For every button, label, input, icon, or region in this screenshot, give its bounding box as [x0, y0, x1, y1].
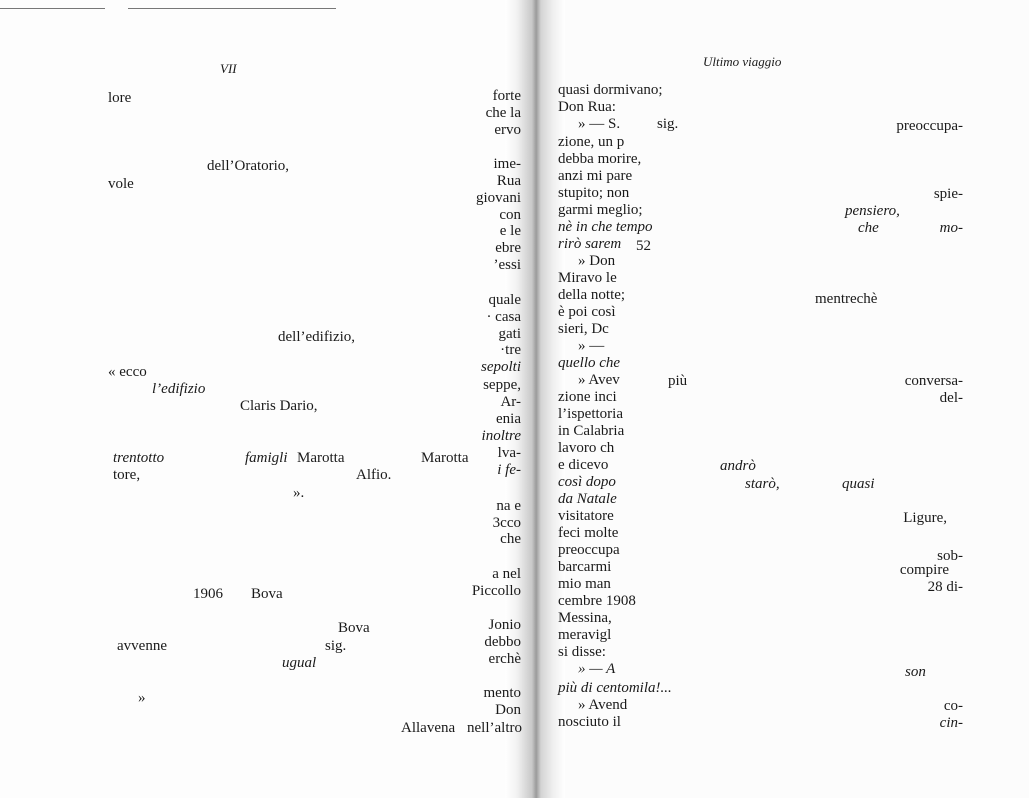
- text-line: cin-: [939, 715, 963, 731]
- text-line: più: [668, 373, 688, 389]
- text-line-cut: che: [500, 531, 521, 547]
- text-line: anzi mi pare: [558, 168, 633, 184]
- text-line: » —: [578, 338, 605, 354]
- text-line: »: [138, 690, 146, 706]
- text-line: « ecco: [108, 364, 147, 380]
- text-line-cut: Don: [495, 702, 521, 718]
- text-line: nell’altro: [467, 720, 522, 736]
- text-line: preoccupa-: [896, 118, 963, 134]
- text-line: conversa-: [904, 373, 963, 389]
- text-line: Messina,: [558, 610, 612, 626]
- text-line-cut: mento: [483, 685, 521, 701]
- scan-edge-line: [128, 8, 336, 9]
- text-line-cut: na e: [496, 498, 521, 514]
- text-line-cut: Jonio: [488, 617, 521, 633]
- text-line-cut: quale: [488, 292, 521, 308]
- text-line: zione inci: [558, 389, 617, 405]
- text-line: nosciuto il: [558, 714, 621, 730]
- text-line: Marotta: [297, 450, 345, 466]
- right-page-header: Ultimo viaggio: [703, 54, 782, 69]
- text-line-cut: inoltre: [481, 428, 521, 444]
- text-line: barcarmi: [558, 559, 612, 575]
- text-line: » — S.: [578, 116, 621, 132]
- text-line-cut: ebre: [495, 240, 521, 256]
- text-line: sig.: [657, 116, 679, 132]
- text-line-cut: forte: [492, 88, 521, 104]
- text-line: debba morire,: [558, 151, 642, 167]
- text-line: 28 di-: [927, 579, 963, 595]
- text-line: » — A: [578, 661, 616, 677]
- text-line: quasi dormivano;: [558, 82, 663, 98]
- text-line: lavoro ch: [558, 440, 615, 456]
- text-line: famigli: [245, 450, 288, 466]
- text-line: ugual: [282, 655, 317, 671]
- text-line: compire: [899, 562, 949, 578]
- text-line-cut: seppe,: [483, 377, 521, 393]
- text-line: 1906: [193, 586, 223, 602]
- text-line-cut: gati: [498, 326, 521, 342]
- text-line: Ligure,: [903, 510, 947, 526]
- text-line: sig.: [325, 638, 347, 654]
- text-line-cut: ’essi: [493, 257, 521, 273]
- text-line: » Avend: [578, 697, 628, 713]
- text-line-cut: enia: [496, 411, 521, 427]
- text-line-cut: lva-: [497, 445, 521, 461]
- text-line: stupito; non: [558, 185, 630, 201]
- text-line-cut: · casa: [486, 309, 521, 325]
- text-line-cut: erchè: [488, 651, 521, 667]
- text-line: Allavena: [401, 720, 456, 736]
- text-line: Marotta: [421, 450, 469, 466]
- scan-edge-line: [0, 8, 105, 9]
- text-line: da Natale: [558, 491, 617, 507]
- text-line: che: [858, 220, 879, 236]
- text-line-cut: che la: [485, 105, 521, 121]
- text-line-cut: ime-: [493, 156, 521, 172]
- text-line: spie-: [933, 186, 963, 202]
- text-line: Bova: [338, 620, 370, 636]
- text-line: » Avev: [578, 372, 620, 388]
- text-line-cut: debbo: [484, 634, 521, 650]
- text-line-cut: i fe-: [497, 462, 521, 478]
- text-line: 52: [636, 238, 651, 254]
- text-line: dell’edifizio,: [278, 329, 356, 345]
- text-line: l’edifizio: [152, 381, 206, 397]
- text-line: rirò sarem: [558, 236, 622, 252]
- text-line: » Don: [578, 253, 616, 269]
- text-line-cut: con: [499, 207, 521, 223]
- text-line: Claris Dario,: [240, 398, 318, 414]
- text-line: feci molte: [558, 525, 619, 541]
- text-line: è poi così: [558, 304, 616, 320]
- text-line: della notte;: [558, 287, 626, 303]
- text-line: quasi: [842, 476, 875, 492]
- text-line: Bova: [251, 586, 283, 602]
- text-line: vole: [108, 176, 134, 192]
- left-page-header: VII: [220, 61, 237, 76]
- text-line-cut: e le: [499, 223, 521, 239]
- text-line: ».: [293, 485, 305, 501]
- text-line: meravigl: [558, 627, 612, 643]
- text-line: starò,: [745, 476, 780, 492]
- text-line: più di centomila!...: [558, 680, 672, 696]
- text-line-cut: Rua: [496, 173, 521, 189]
- text-line: Miravo le: [558, 270, 617, 286]
- text-line: mo-: [939, 220, 963, 236]
- text-line: garmi meglio;: [558, 202, 643, 218]
- text-line: quello che: [558, 355, 621, 371]
- text-line: lore: [108, 90, 132, 106]
- text-line: mentrechè: [815, 291, 878, 307]
- text-line: in Calabria: [558, 423, 625, 439]
- text-line: del-: [939, 390, 963, 406]
- text-line: mio man: [558, 576, 611, 592]
- text-line: preoccupa: [558, 542, 620, 558]
- text-line-cut: giovani: [476, 190, 521, 206]
- text-line-cut: ·tre: [500, 342, 521, 358]
- text-line: cembre 1908: [558, 593, 636, 609]
- text-line: son: [905, 664, 926, 680]
- text-line-cut: ervo: [494, 122, 521, 138]
- text-line: zione, un p: [558, 134, 625, 150]
- text-line-cut: sepolti: [481, 359, 521, 375]
- text-line: si disse:: [558, 644, 606, 660]
- text-line: co-: [943, 698, 963, 714]
- text-line: l’ispettoria: [558, 406, 623, 422]
- text-line-cut: Piccollo: [471, 583, 521, 599]
- text-line: sob-: [937, 548, 963, 564]
- text-line: avvenne: [117, 638, 167, 654]
- text-line: trentotto: [113, 450, 165, 466]
- text-line-cut: a nel: [492, 566, 521, 582]
- text-line: così dopo: [558, 474, 616, 490]
- text-line: visitatore: [558, 508, 614, 524]
- text-line: pensiero,: [845, 203, 900, 219]
- text-line: andrò: [720, 458, 756, 474]
- text-line: sieri, Dc: [558, 321, 609, 337]
- text-line: tore,: [113, 467, 141, 483]
- text-line: dell’Oratorio,: [207, 158, 290, 174]
- text-line: e dicevo: [558, 457, 609, 473]
- text-line: Alfio.: [356, 467, 392, 483]
- text-line: Don Rua:: [558, 99, 616, 115]
- text-line-cut: Ar-: [500, 394, 521, 410]
- text-line: nè in che tempo: [558, 219, 653, 235]
- text-line-cut: 3cco: [492, 515, 521, 531]
